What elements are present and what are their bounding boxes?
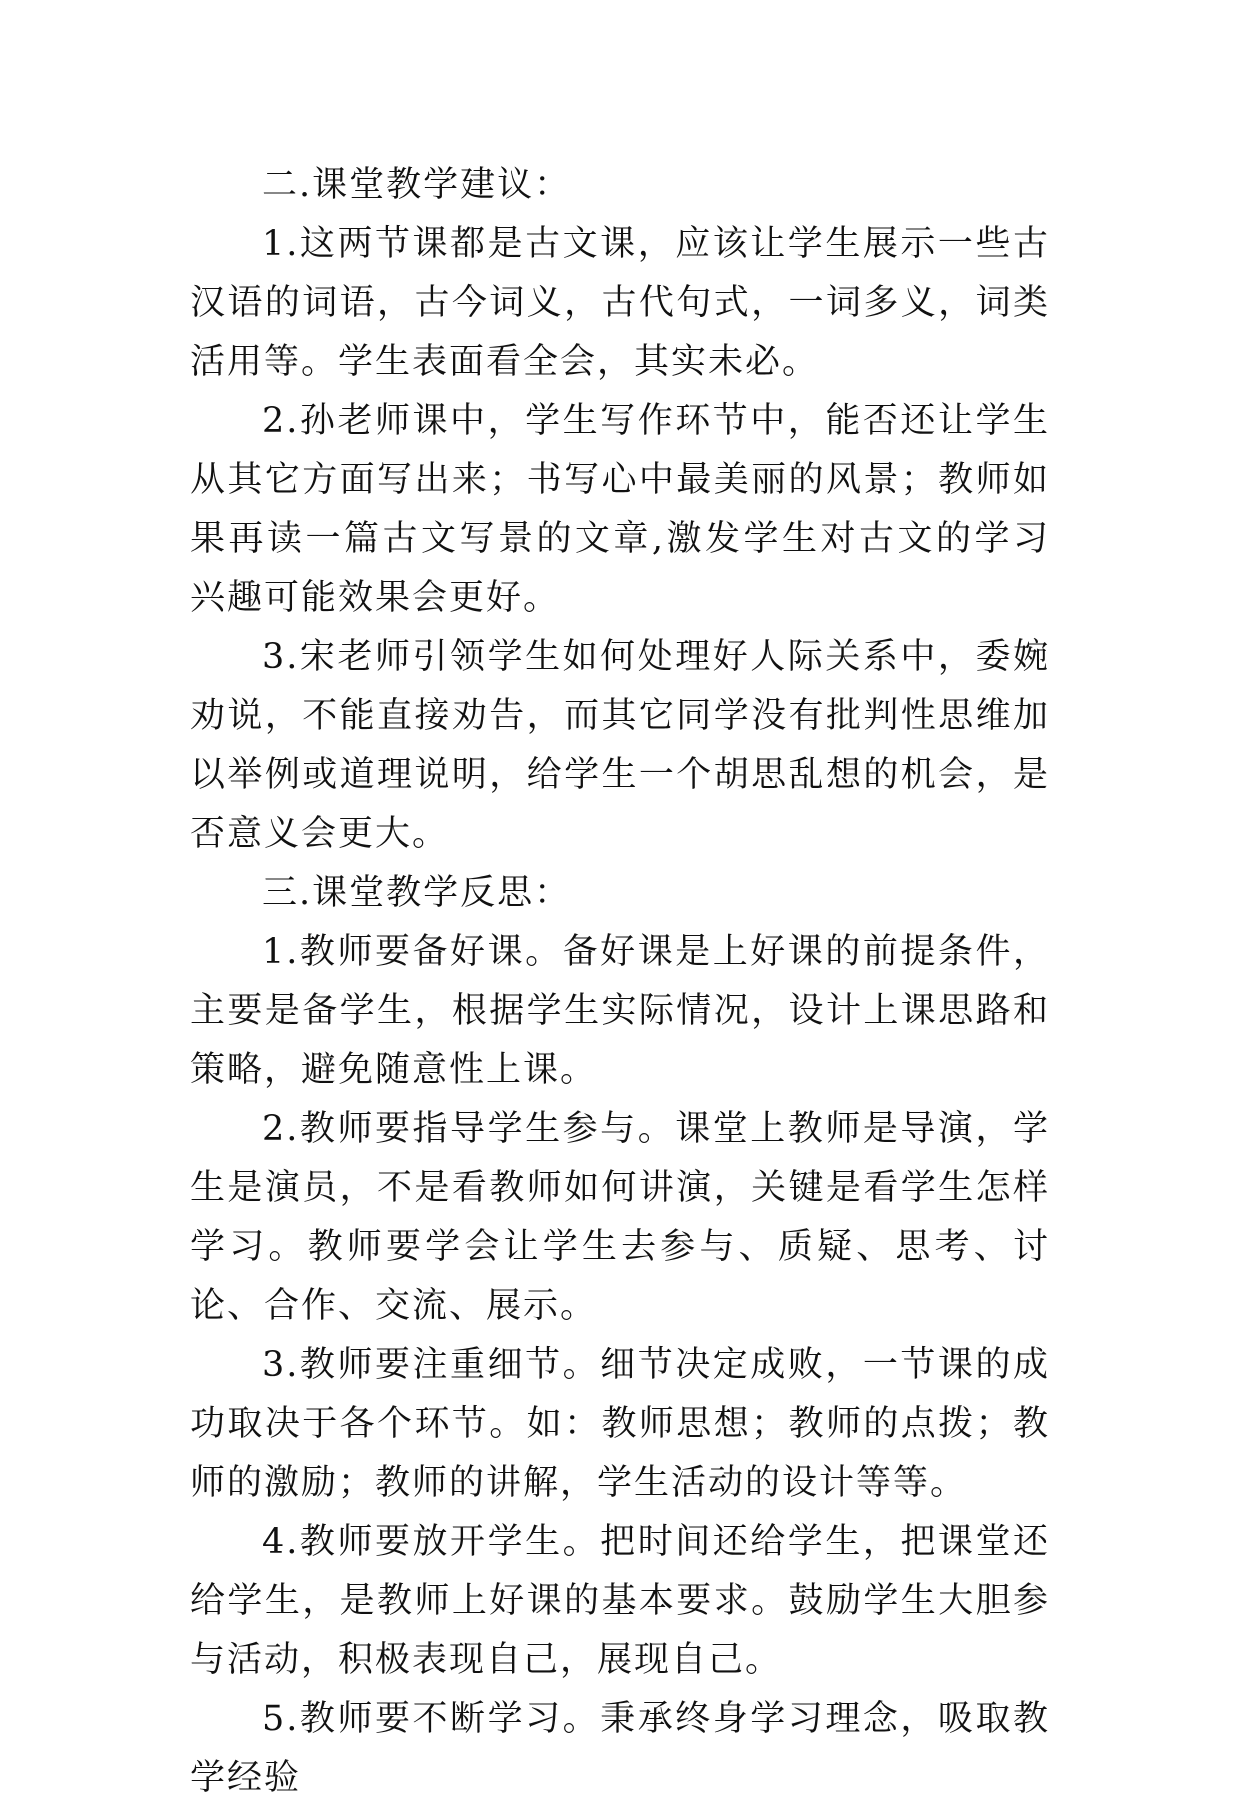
reflection-paragraph-4: 4.教师要放开学生。把时间还给学生，把课堂还给学生，是教师上好课的基本要求。鼓励学生大胆参与活动，积极表现自己，展现自己。 <box>190 1522 1050 1680</box>
section-heading-reflection: 三.课堂教学反思： <box>262 873 572 913</box>
reflection-paragraph-3: 3.教师要注重细节。细节决定成败，一节课的成功取决于各个环节。如：教师思想；教师的点拨；教师的激励；教师的讲解，学生活动的设计等等。 <box>190 1345 1050 1503</box>
reflection-paragraph-2: 2.教师要指导学生参与。课堂上教师是导演，学生是演员，不是看教师如何讲演，关键是看学生怎样学习。教师要学会让学生去参与、质疑、思考、讨论、合作、交流、展示。 <box>190 1109 1050 1326</box>
reflection-paragraph-1: 1.教师要备好课。备好课是上好课的前提条件，主要是备学生，根据学生实际情况，设计上课思路和策略，避免随意性上课。 <box>190 932 1050 1090</box>
document-body <box>190 156 1050 1808</box>
suggestion-paragraph-1: 1.这两节课都是古文课，应该让学生展示一些古汉语的词语，古今词义，古代句式，一词多义，词类活用等。学生表面看全会，其实未必。 <box>190 224 1050 382</box>
reflection-paragraph-5: 5.教师要不断学习。秉承终身学习理念，吸取教学经验 <box>190 1699 1050 1798</box>
section-heading-suggestions: 二.课堂教学建议： <box>262 165 572 205</box>
suggestion-paragraph-3: 3.宋老师引领学生如何处理好人际关系中，委婉劝说，不能直接劝告，而其它同学没有批判性思维加以举例或道理说明，给学生一个胡思乱想的机会，是否意义会更大。 <box>190 637 1050 854</box>
suggestion-paragraph-2: 2.孙老师课中，学生写作环节中，能否还让学生从其它方面写出来；书写心中最美丽的风景；教师如果再读一篇古文写景的文章,激发学生对古文的学习兴趣可能效果会更好。 <box>190 401 1050 618</box>
